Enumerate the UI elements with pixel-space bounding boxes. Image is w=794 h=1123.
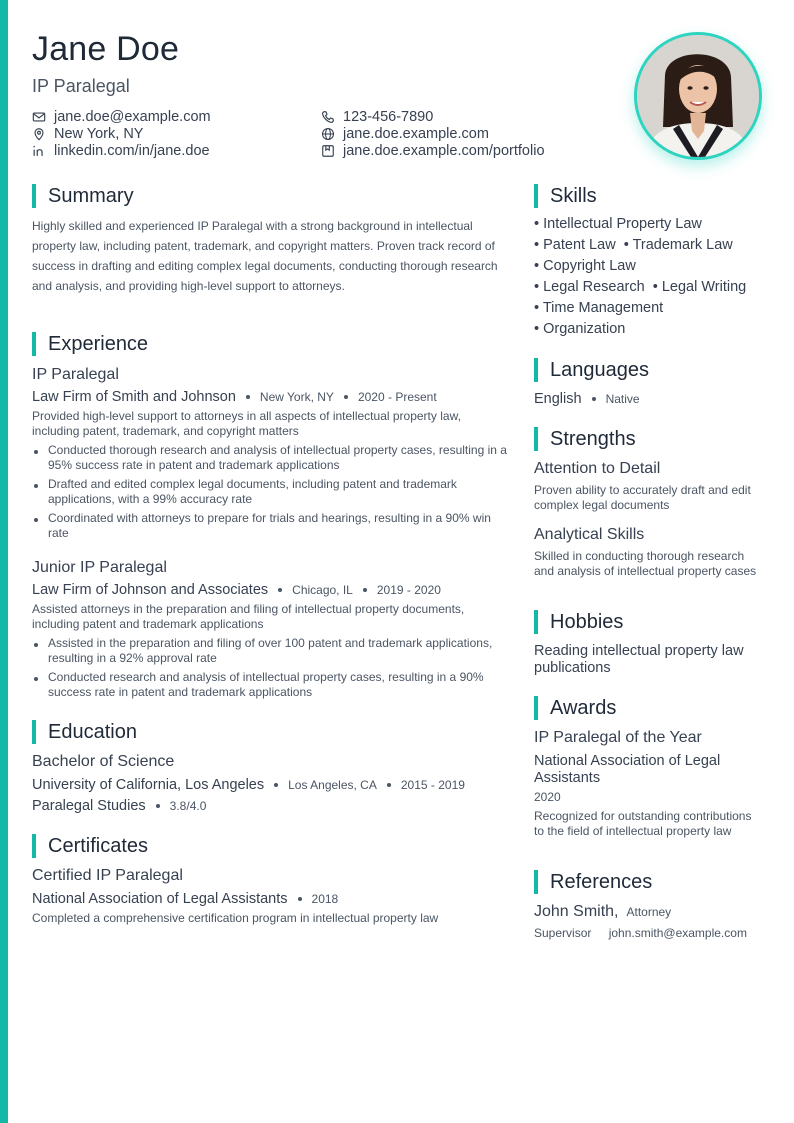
job-company: Law Firm of Johnson and Associates (32, 582, 269, 598)
references-heading: References (534, 870, 652, 894)
skill-item: • Time Management (534, 300, 664, 316)
contact-location-text: New York, NY (54, 125, 144, 142)
job-achievements (32, 636, 510, 704)
profile-photo (634, 32, 762, 160)
award-year: 2020 (534, 790, 561, 804)
globe-icon (321, 127, 335, 141)
skill-item: • Legal Writing (652, 279, 747, 295)
language-item (534, 391, 640, 407)
strength-name: Analytical Skills (534, 526, 645, 543)
section-accent-bar (534, 696, 538, 720)
summary-text: Highly skilled and experienced IP Paralegal with a strong background in intellectual property law, including patent, trademark, and copyright matters. Proven track record of success in drafting and editing complex legal documents, conducting thorough research and analysis, and providing high-level support to attorneys. (32, 219, 498, 293)
contact-list (32, 108, 612, 159)
job-location: Chicago, IL (292, 583, 353, 597)
section-accent-bar (32, 834, 36, 858)
languages-heading: Languages (534, 358, 649, 382)
education-location: Los Angeles, CA (288, 778, 377, 792)
separator-dot (156, 804, 160, 808)
certificate-description: Completed a comprehensive certification program in intellectual property law (32, 911, 439, 925)
separator-dot (246, 395, 250, 399)
job-role: IP Paralegal (32, 366, 119, 383)
contact-email-text: jane.doe@example.com (54, 108, 211, 125)
strength-description: Skilled in conducting thorough research and analysis of intellectual property cases (534, 549, 757, 578)
candidate-name: Jane Doe (32, 30, 180, 68)
skill-item: • Patent Law (534, 237, 616, 253)
section-accent-bar (534, 610, 538, 634)
reference-name-line (534, 903, 671, 921)
award-issuer: National Association of Legal Assistants (534, 753, 721, 786)
hobby-item: Reading intellectual property law publications (534, 643, 744, 676)
skills-heading: Skills (534, 184, 597, 208)
separator-dot (592, 397, 596, 401)
contact-phone[interactable] (321, 108, 611, 125)
reference-email[interactable]: john.smith@example.com (608, 926, 747, 940)
job-role: Junior IP Paralegal (32, 559, 167, 576)
contact-portfolio[interactable] (321, 142, 611, 159)
education-gpa: 3.8/4.0 (169, 799, 207, 813)
award-description: Recognized for outstanding contributions to the field of intellectual property law (534, 809, 752, 838)
job-location: New York, NY (259, 390, 334, 404)
education-school-line (32, 777, 465, 793)
awards-heading: Awards (534, 696, 616, 720)
certificate-issuer: National Association of Legal Assistants (32, 891, 288, 907)
location-pin-icon (32, 127, 46, 141)
contact-location (32, 125, 321, 142)
portfolio-icon (321, 144, 335, 158)
strengths-heading: Strengths (534, 427, 636, 451)
contact-linkedin-text: linkedin.com/in/jane.doe (54, 142, 210, 159)
section-accent-bar (534, 870, 538, 894)
job-company-line (32, 389, 437, 405)
contact-email[interactable] (32, 108, 321, 125)
job-description: Assisted attorneys in the preparation and filing of intellectual property documents, including patent and trademark applications (32, 602, 465, 631)
hobbies-heading: Hobbies (534, 610, 623, 634)
list-item: Coordinated with attorneys to prepare for trials and hearings, resulting in a 90% win rate (32, 511, 510, 541)
section-accent-bar (534, 184, 538, 208)
job-dates: 2020 - Present (357, 390, 437, 404)
reference-name: John Smith, (534, 903, 619, 920)
accent-strip (0, 0, 8, 1123)
section-accent-bar (534, 427, 538, 451)
education-dates: 2015 - 2019 (400, 778, 465, 792)
strength-description: Proven ability to accurately draft and edit complex legal documents (534, 483, 751, 512)
education-heading: Education (32, 720, 137, 744)
skill-item: • Organization (534, 321, 626, 337)
separator-dot (298, 897, 302, 901)
certificate-name: Certified IP Paralegal (32, 867, 183, 884)
list-item: Drafted and edited complex legal documents, including patent and trademark applications, with a 99% accuracy rate (32, 477, 510, 507)
contact-website-text: jane.doe.example.com (343, 125, 489, 142)
contact-linkedin[interactable] (32, 142, 321, 159)
award-name: IP Paralegal of the Year (534, 729, 702, 746)
separator-dot (363, 588, 367, 592)
reference-contact-line (534, 926, 747, 940)
candidate-title: IP Paralegal (32, 76, 130, 96)
phone-icon (321, 110, 335, 124)
separator-dot (387, 783, 391, 787)
strength-name: Attention to Detail (534, 460, 661, 477)
language-name: English (534, 391, 582, 407)
skill-item: • Trademark Law (623, 237, 733, 253)
experience-heading: Experience (32, 332, 148, 356)
job-achievements (32, 443, 510, 545)
section-accent-bar (32, 332, 36, 356)
mail-icon (32, 110, 46, 124)
job-description: Provided high-level support to attorneys in all aspects of intellectual property law, including patent, trademark, and copyright matters (32, 409, 461, 438)
job-company: Law Firm of Smith and Johnson (32, 389, 236, 405)
skill-row (534, 237, 733, 253)
separator-dot (278, 588, 282, 592)
education-field-line (32, 798, 206, 814)
education-school: University of California, Los Angeles (32, 777, 265, 793)
linkedin-icon (32, 144, 46, 158)
section-accent-bar (32, 720, 36, 744)
skill-item: • Legal Research (534, 279, 645, 295)
job-dates: 2019 - 2020 (376, 583, 441, 597)
contact-phone-text: 123-456-7890 (343, 108, 434, 125)
list-item: Assisted in the preparation and filing of over 100 patent and trademark applications, resulting in a 92% approval rate (32, 636, 510, 666)
certificate-issuer-line (32, 891, 338, 907)
reference-relation: Supervisor (534, 926, 592, 940)
education-degree: Bachelor of Science (32, 753, 175, 770)
language-level: Native (605, 392, 640, 406)
job-company-line (32, 582, 441, 598)
section-accent-bar (32, 184, 36, 208)
separator-dot (274, 783, 278, 787)
contact-portfolio-text: jane.doe.example.com/portfolio (343, 142, 545, 159)
summary-heading: Summary (32, 184, 134, 208)
contact-website[interactable] (321, 125, 611, 142)
list-item: Conducted research and analysis of intellectual property cases, resulting in a 90% success rate in patent and trademark applications (32, 670, 510, 700)
separator-dot (344, 395, 348, 399)
education-field: Paralegal Studies (32, 798, 146, 814)
certificates-heading: Certificates (32, 834, 148, 858)
skill-item: • Intellectual Property Law (534, 216, 702, 232)
skill-row (534, 279, 746, 295)
section-accent-bar (534, 358, 538, 382)
reference-role: Attorney (626, 905, 672, 919)
certificate-year: 2018 (311, 892, 339, 906)
list-item: Conducted thorough research and analysis of intellectual property cases, resulting in a 95% success rate in patent and trademark applications (32, 443, 510, 473)
skill-item: • Copyright Law (534, 258, 636, 274)
